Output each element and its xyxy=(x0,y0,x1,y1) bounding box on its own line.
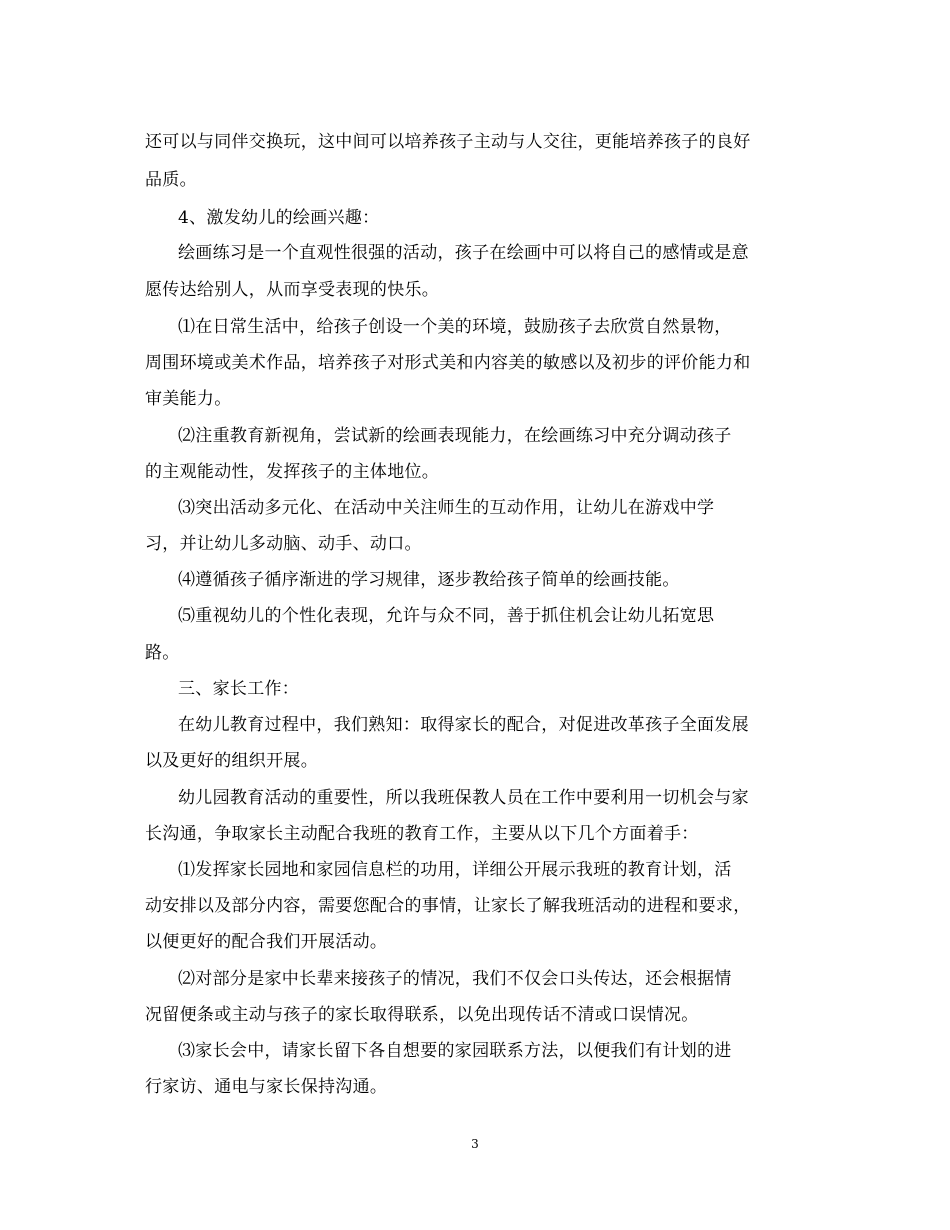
text-line: ⑵注重教育新视角，尝试新的绘画表现能力，在绘画练习中充分调动孩子 xyxy=(178,426,732,446)
text-line: 审美能力。 xyxy=(145,389,232,409)
text-line: 习，并让幼儿多动脑、动手、动口。 xyxy=(145,534,422,554)
text-line: 路。 xyxy=(145,643,180,663)
text-line: 绘画练习是一个直观性很强的活动，孩子在绘画中可以将自己的感情或是意 xyxy=(178,243,749,263)
text-line: 长沟通，争取家长主动配合我班的教育工作，主要从以下几个方面着手： xyxy=(145,824,699,844)
text-line: 以及更好的组织开展。 xyxy=(145,751,318,771)
text-line: 还可以与同伴交换玩，这中间可以培养孩子主动与人交往，更能培养孩子的良好 xyxy=(145,132,751,152)
text-line: ⑷遵循孩子循序渐进的学习规律，逐步教给孩子简单的绘画技能。 xyxy=(178,570,680,590)
text-line: 幼儿园教育活动的重要性，所以我班保教人员在工作中要利用一切机会与家 xyxy=(178,788,749,808)
text-line: ⑴在日常生活中，给孩子创设一个美的环境，鼓励孩子去欣赏自然景物， xyxy=(178,317,732,337)
text-line: ⑶家长会中，请家长留下各自想要的家园联系方法，以便我们有计划的进 xyxy=(178,1041,732,1061)
text-line: ⑵对部分是家中长辈来接孩子的情况，我们不仅会口头传达，还会根据情 xyxy=(178,969,732,989)
page-number: 3 xyxy=(471,1137,479,1151)
text-line: 以便更好的配合我们开展活动。 xyxy=(145,932,388,952)
section-heading: 4、激发幼儿的绘画兴趣： xyxy=(178,208,380,228)
text-line: 动安排以及部分内容，需要您配合的事情，让家长了解我班活动的进程和要求， xyxy=(145,896,751,916)
section-heading: 三、家长工作： xyxy=(178,679,300,699)
text-line: ⑶突出活动多元化、在活动中关注师生的互动作用，让幼儿在游戏中学 xyxy=(178,498,715,518)
text-line: 的主观能动性，发挥孩子的主体地位。 xyxy=(145,462,440,482)
text-line: 周围环境或美术作品，培养孩子对形式美和内容美的敏感以及初步的评价能力和 xyxy=(145,353,751,373)
text-line: 在幼儿教育过程中，我们熟知：取得家长的配合，对促进改革孩子全面发展 xyxy=(178,715,749,735)
text-line: 况留便条或主动与孩子的家长取得联系，以免出现传话不清或口误情况。 xyxy=(145,1005,699,1025)
text-line: ⑸重视幼儿的个性化表现，允许与众不同，善于抓住机会让幼儿拓宽思 xyxy=(178,606,715,626)
text-line: 行家访、通电与家长保持沟通。 xyxy=(145,1077,388,1097)
text-line: 品质。 xyxy=(145,170,197,190)
text-line: ⑴发挥家长园地和家园信息栏的功用，详细公开展示我班的教育计划，活 xyxy=(178,860,732,880)
text-line: 愿传达给别人，从而享受表现的快乐。 xyxy=(145,280,440,300)
